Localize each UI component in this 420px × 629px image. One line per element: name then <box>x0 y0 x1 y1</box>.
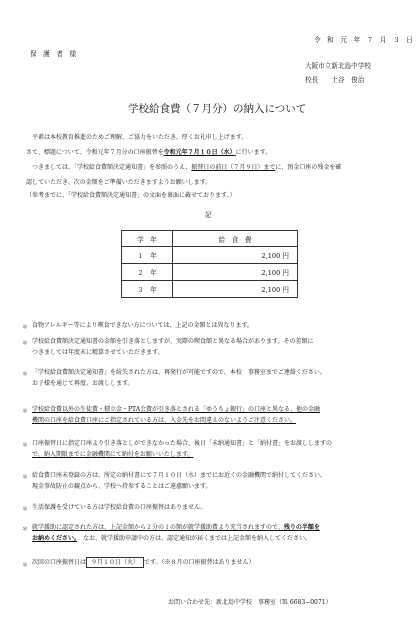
fee-cell: 2,100 円 <box>173 247 298 264</box>
note-line: で、納入期限までに金融機関にて納付をお願いいたします。 <box>32 451 194 458</box>
next-date-box: ９月１０日（火） <box>86 557 144 568</box>
note-line <box>32 533 402 544</box>
header-grade: 学 年 <box>122 231 173 247</box>
body-text: に行います。 <box>235 149 272 156</box>
note-mark: ＊ <box>22 324 29 331</box>
note-next-date <box>32 557 402 568</box>
grade-cell: １ 年 <box>122 247 173 264</box>
contact-footer: お問い合わせ先：新北島中学校 事務室（℡ 6683−0071） <box>168 599 332 606</box>
note-bank-account <box>32 404 402 426</box>
next-date-note: です。（※８月の口座振替はありません） <box>144 559 255 566</box>
note-mark: ＊ <box>22 442 29 449</box>
grade-cell: ３ 年 <box>122 281 173 298</box>
note-line: 学校給食費額決定通知書の金額を引き落としますが、実際の喫食額と異なる場合があります。その差額に <box>32 338 314 345</box>
deadline-text: 振替日の前日（７月９日）まで <box>191 164 276 171</box>
body-paragraph-2 <box>26 149 271 157</box>
table-row <box>122 264 298 281</box>
note-mark: ＊ <box>22 562 29 569</box>
note-mark: ＊ <box>22 526 29 533</box>
note-school-aid <box>32 522 402 544</box>
note-line: 給食費口座未登録の方は、所定の納付書にて７月１０日（水）までにお近くの金融機関で納付してください。 <box>32 472 327 479</box>
note-allergy: 食物アレルギー等により喫食できない方については、上記の金額とは異なります。 <box>32 322 254 329</box>
document-title: 学校給食費（７月分）の納入について <box>128 103 307 115</box>
note-mark: ＊ <box>22 408 29 415</box>
fee-cell: 2,100 円 <box>173 264 298 281</box>
body-paragraph-1: 平素は本校教育推進のためご理解、ご協力をいただき、厚くお礼申し上げます。 <box>32 134 248 141</box>
body-paragraph-3 <box>32 164 341 172</box>
fee-cell: 2,100 円 <box>173 281 298 298</box>
note-line: 口座振替日に指定口座より引き落としができなかった場合、後日「未納通知書」と「納付書」をお渡ししますの <box>32 440 333 447</box>
next-date-label: 次回の口座振替日は <box>32 559 87 566</box>
fee-table <box>121 230 298 298</box>
ki-label: 記 <box>205 211 212 219</box>
note-settlement <box>32 336 402 358</box>
body-text: つきましては、「学校給食費額決定通知書」を参照のうえ、 <box>32 164 192 171</box>
recipient: 保 護 者 様 <box>30 50 77 58</box>
note-reissue <box>32 367 402 389</box>
note-line: 現金事故防止の観点から、学校へ持参することはご遠慮願います。 <box>32 483 212 490</box>
note-line: つきましては年度末に精算させていただきます。 <box>32 349 164 356</box>
payment-date: 令和元年７月１０日（水） <box>163 149 236 156</box>
note-line: 機関の口座を給食費口座にご指定されている方は、入金先をお間違えのないようご注意ください。 <box>32 417 297 424</box>
note-mark: ＊ <box>22 371 29 378</box>
note-line <box>32 522 402 533</box>
note-line: 学校給食費以外の生徒費・積立金・PTA会費が引き落とされる「ゆうちょ銀行」の口座と異なる、他の金融 <box>32 406 321 413</box>
body-text: に、預金口座の残金を確 <box>275 164 342 171</box>
table-header-row <box>122 231 298 247</box>
note-mark: ＊ <box>22 474 29 481</box>
remaining-half: 残りの半額を <box>283 524 320 531</box>
aid-pending: なお、就学援助申請中の方は、認定通知が届くまでは上記金額を納入してください。 <box>83 535 312 542</box>
note-failed-withdrawal <box>32 438 402 460</box>
body-text: さて、標題について、令和元年７月分の口座振替を <box>26 149 164 156</box>
note-line: お子様を通じて再度、お渡しします。 <box>32 380 134 387</box>
note-mark: ＊ <box>22 340 29 347</box>
note-welfare: 生活保護を受けている方は学校給食費の口座振替はありません。 <box>32 504 207 511</box>
header-fee: 給 食 費 <box>173 231 298 247</box>
principal-name: 校長 土谷 俊治 <box>305 76 365 84</box>
table-row <box>122 247 298 264</box>
body-paragraph-4: 認していただき、次の金額をご準備いただきますようお願いします。 <box>26 179 212 186</box>
school-name: 大阪市立新北島中学校 <box>305 62 371 70</box>
table-row <box>122 281 298 298</box>
aid-text: 就学援助に認定された方は、上記金額から２分の１の額が就学援助費より充当されますので、 <box>32 524 284 531</box>
body-paragraph-5: （参考までに、「学校給食費額決定通知書」の文面を裏面に載せております。） <box>26 192 236 199</box>
note-mark: ＊ <box>22 506 29 513</box>
pay-request: お納めください。 <box>32 535 78 542</box>
note-unregistered <box>32 470 402 492</box>
grade-cell: ２ 年 <box>122 264 173 281</box>
document-date: 令 和 元 年 ７ 月 ３ 日 <box>314 36 413 44</box>
note-line: 「学校給食費額決定通知書」を紛失された方は、再発行が可能ですので、本校 事務室までご連絡ください。 <box>32 369 326 376</box>
